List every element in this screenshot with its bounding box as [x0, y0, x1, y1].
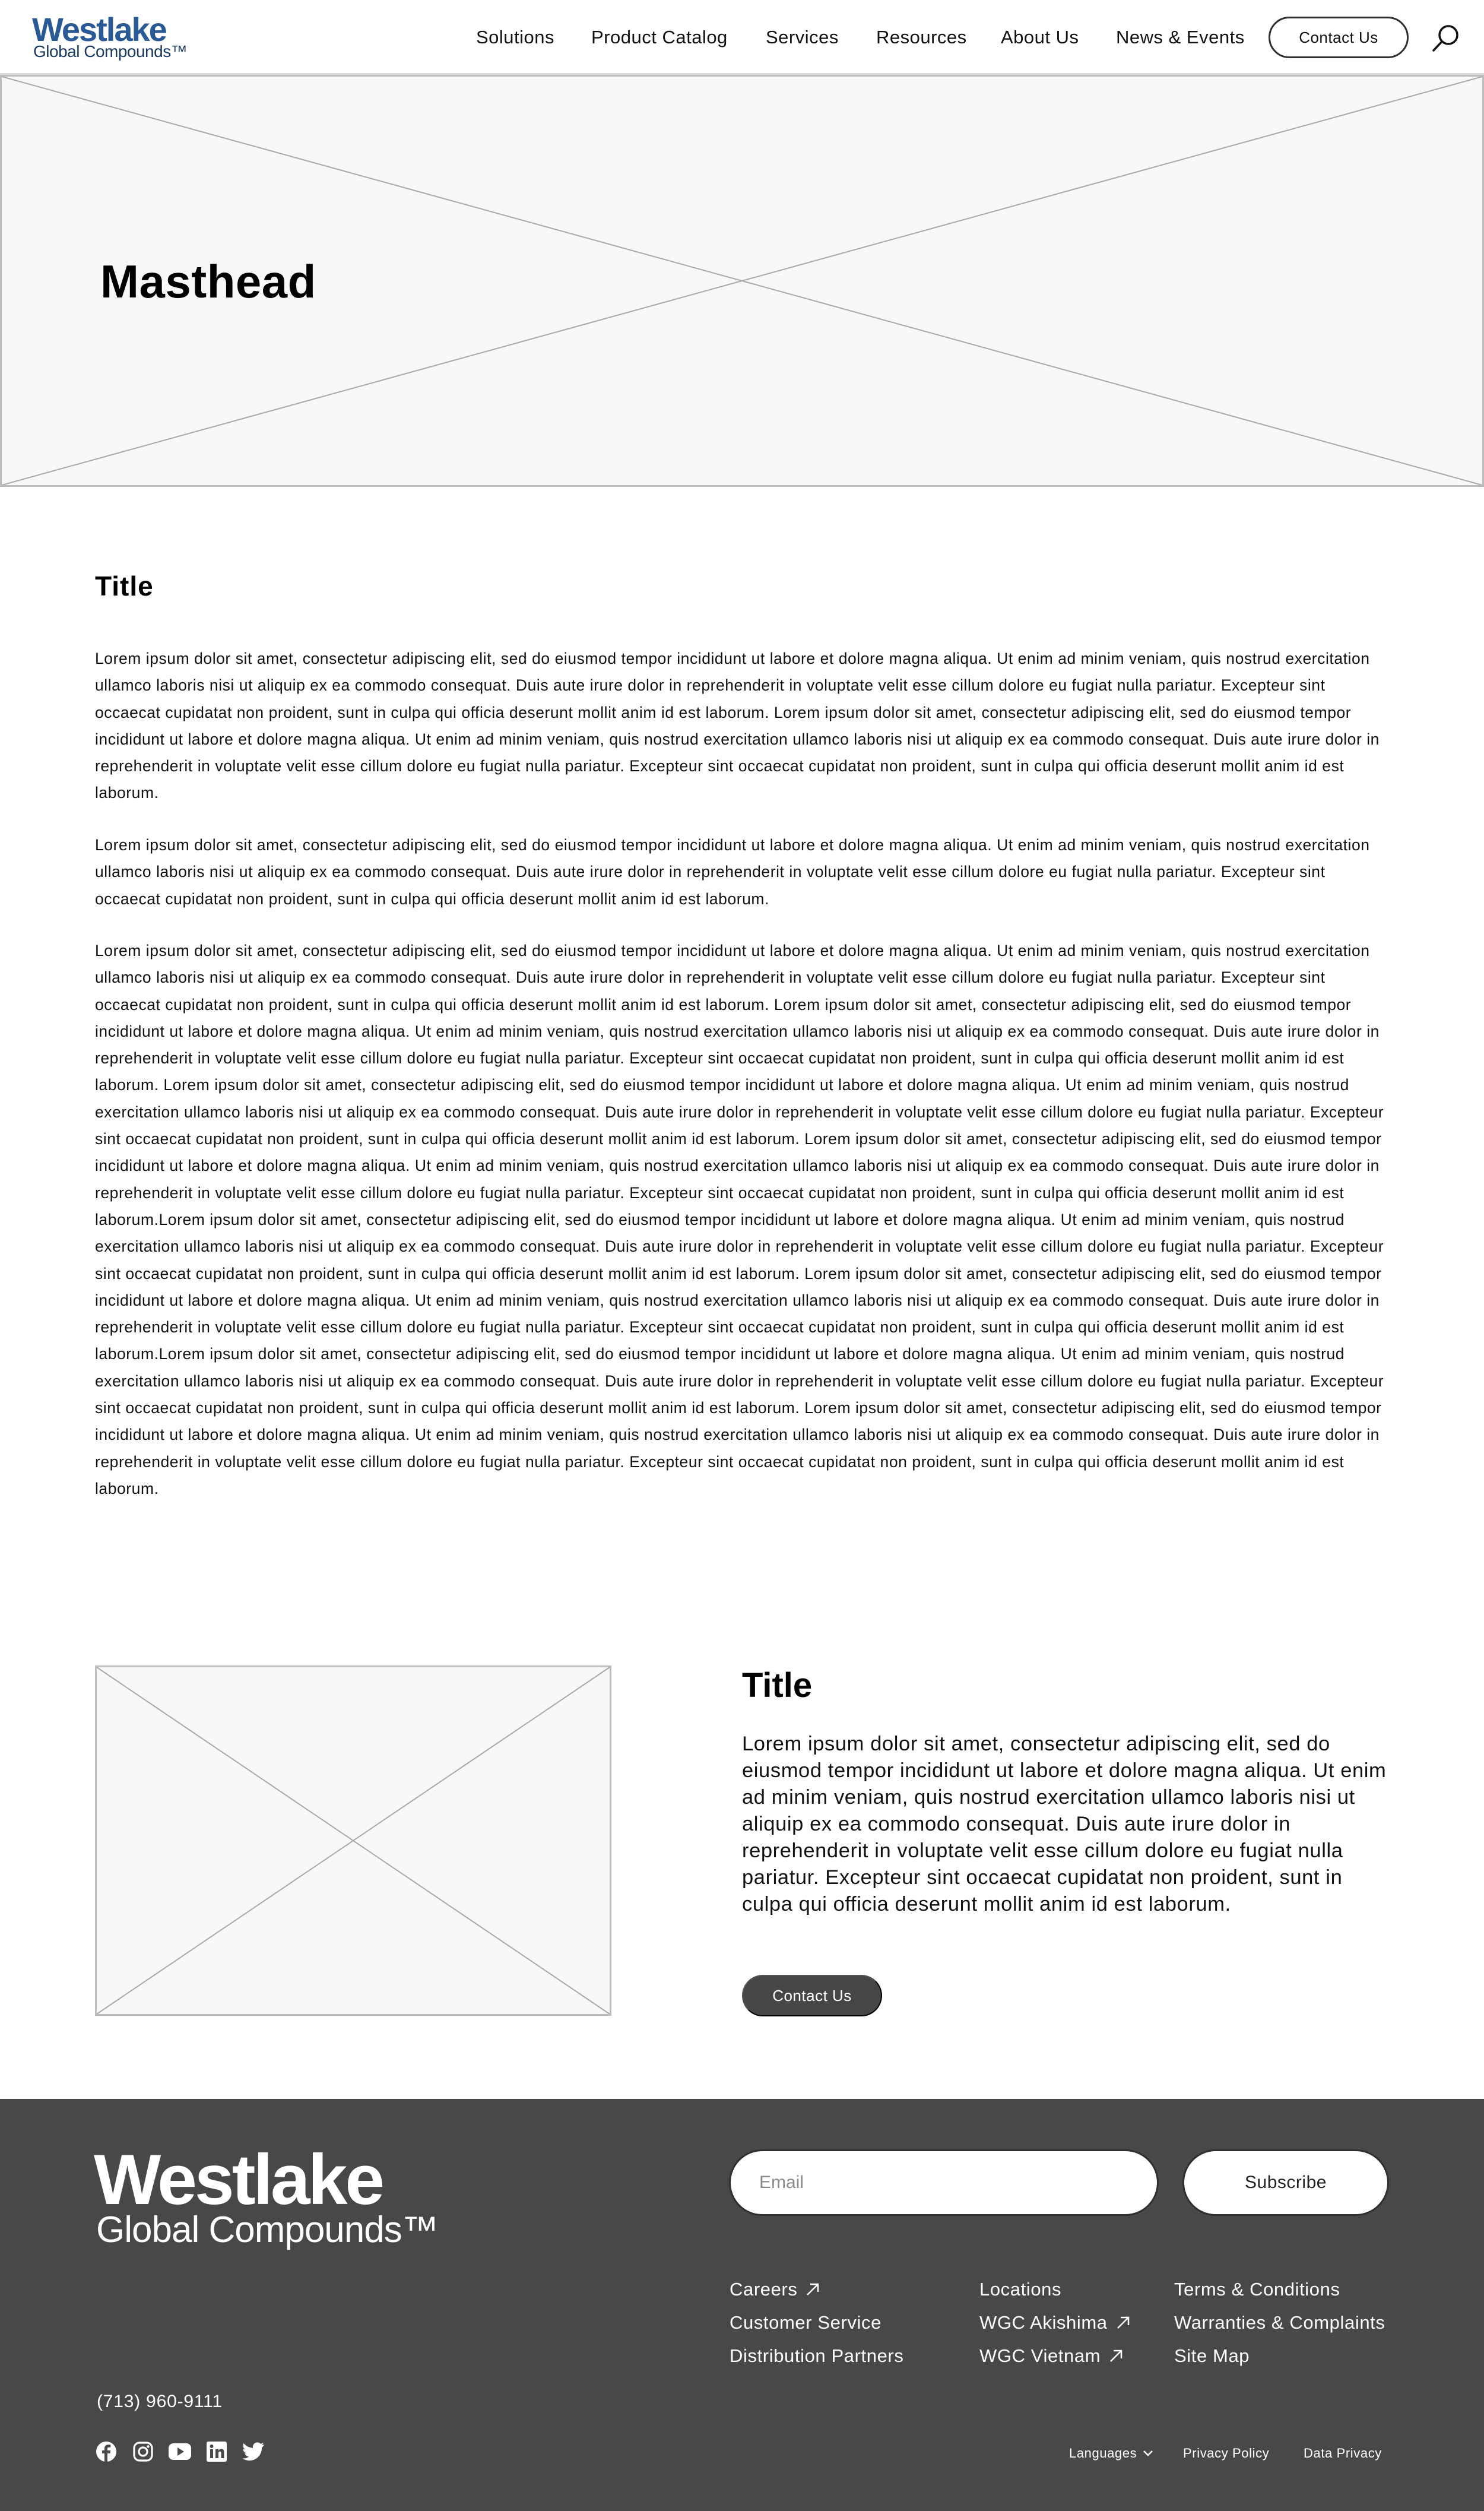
youtube-icon[interactable] — [169, 2440, 191, 2463]
masthead-image-placeholder — [0, 75, 1484, 487]
footer-phone[interactable]: (713) 960-9111 — [97, 2392, 223, 2411]
footer-link-customer-service[interactable] — [730, 2312, 881, 2333]
nav-product-catalog[interactable] — [591, 24, 728, 51]
footer-link-distribution-partners-label: Distribution Partners — [730, 2345, 904, 2366]
search-icon[interactable] — [1431, 23, 1461, 53]
external-link-arrow-icon — [806, 2282, 820, 2297]
footer-link-careers-label: Careers — [730, 2279, 798, 2300]
feature-contact-button[interactable]: Contact Us — [742, 1975, 882, 2016]
footer-link-terms-label: Terms & Conditions — [1174, 2279, 1340, 2300]
external-link-arrow-icon — [1116, 2316, 1130, 2330]
privacy-policy-link[interactable] — [1183, 2446, 1269, 2461]
nav-news-events-label: News & Events — [1116, 27, 1245, 48]
header-contact-button[interactable]: Contact Us — [1269, 17, 1409, 58]
image-placeholder-cross — [97, 1667, 610, 2014]
nav-about-us[interactable] — [1001, 24, 1079, 51]
nav-solutions-label: Solutions — [476, 27, 555, 48]
newsletter-email-input[interactable] — [729, 2149, 1159, 2216]
twitter-icon[interactable] — [242, 2440, 265, 2463]
logo-subtitle: Global Compounds™ — [33, 42, 188, 61]
nav-services[interactable] — [766, 24, 839, 51]
footer-link-wgc-akishima[interactable] — [979, 2312, 1130, 2333]
content-paragraph: Lorem ipsum dolor sit amet, consectetur adipiscing elit, sed do eiusmod tempor incididunt ut labore et dolore magna aliqua. Ut enim ad minim veniam, quis nostrud exercitation ullamco laboris nisi ut aliquip ex ea commodo consequat. Duis aute irure dolor in reprehenderit in voluptate velit esse cillum dolore eu fugiat nulla pariatur. Excepteur sint occaecat cupidatat non proident, sunt in culpa qui officia deserunt mollit anim id est laborum. Lorem ipsum dolor sit amet, consectetur adipiscing elit, sed do eiusmod tempor incididunt ut labore et dolore magna aliqua. Ut enim ad minim veniam, quis nostrud exercitation ullamco laboris nisi ut aliquip ex ea commodo consequat. Duis aute irure dolor in reprehenderit in voluptate velit esse cillum dolore eu fugiat nulla pariatur. Excepteur sint occaecat cupidatat non proident, sunt in culpa qui officia deserunt mollit anim id est laborum. Lorem ipsum dolor sit amet, consectetur adipiscing elit, sed do eiusmod tempor incididunt ut labore et dolore magna aliqua. Ut enim ad minim veniam, quis nostrud exercitation ullamco laboris nisi ut aliquip ex ea commodo consequat. Duis aute irure dolor in reprehenderit in voluptate velit esse cillum dolore eu fugiat nulla pariatur. Excepteur sint occaecat cupidatat non proident, sunt in culpa qui officia deserunt mollit anim id est laborum. Lorem ipsum dolor sit amet, consectetur adipiscing elit, sed do eiusmod tempor incididunt ut labore et dolore magna aliqua. Ut enim ad minim veniam, quis nostrud exercitation ullamco laboris nisi ut aliquip ex ea commodo consequat. Duis aute irure dolor in reprehenderit in voluptate velit esse cillum dolore eu fugiat nulla pariatur. Excepteur sint occaecat cupidatat non proident, sunt in culpa qui officia deserunt mollit anim id est laborum.Lorem ipsum dolor sit amet, consectetur adipiscing elit, sed do eiusmod tempor incididunt ut labore et dolore magna aliqua. Ut enim ad minim veniam, quis nostrud exercitation ullamco laboris nisi ut aliquip ex ea commodo consequat. Duis aute irure dolor in reprehenderit in voluptate velit esse cillum dolore eu fugiat nulla pariatur. Excepteur sint occaecat cupidatat non proident, sunt in culpa qui officia deserunt mollit anim id est laborum. Lorem ipsum dolor sit amet, consectetur adipiscing elit, sed do eiusmod tempor incididunt ut labore et dolore magna aliqua. Ut enim ad minim veniam, quis nostrud exercitation ullamco laboris nisi ut aliquip ex ea commodo consequat. Duis aute irure dolor in reprehenderit in voluptate velit esse cillum dolore eu fugiat nulla pariatur. Excepteur sint occaecat cupidatat non proident, sunt in culpa qui officia deserunt mollit anim id est laborum.Lorem ipsum dolor sit amet, consectetur adipiscing elit, sed do eiusmod tempor incididunt ut labore et dolore magna aliqua. Ut enim ad minim veniam, quis nostrud exercitation ullamco laboris nisi ut aliquip ex ea commodo consequat. Duis aute irure dolor in reprehenderit in voluptate velit esse cillum dolore eu fugiat nulla pariatur. Excepteur sint occaecat cupidatat non proident, sunt in culpa qui officia deserunt mollit anim id est laborum. Lorem ipsum dolor sit amet, consectetur adipiscing elit, sed do eiusmod tempor incididunt ut labore et dolore magna aliqua. Ut enim ad minim veniam, quis nostrud exercitation ullamco laboris nisi ut aliquip ex ea commodo consequat. Duis aute irure dolor in reprehenderit in voluptate velit esse cillum dolore eu fugiat nulla pariatur. Excepteur sint occaecat cupidatat non proident, sunt in culpa qui officia deserunt mollit anim id est laborum. — [95, 942, 1384, 1497]
privacy-policy-label: Privacy Policy — [1183, 2446, 1270, 2461]
data-privacy-label: Data Privacy — [1304, 2446, 1382, 2461]
footer-logo[interactable] — [94, 2140, 438, 2263]
nav-resources-label: Resources — [876, 27, 967, 48]
footer-link-wgc-akishima-label: WGC Akishima — [979, 2312, 1108, 2333]
content-title: Title — [95, 571, 154, 601]
footer-logo-subtitle: Global Compounds™ — [96, 2209, 438, 2250]
nav-product-catalog-label: Product Catalog — [591, 27, 728, 48]
logo-wordmark: Westlake — [32, 11, 166, 48]
chevron-down-icon — [1143, 2450, 1153, 2457]
data-privacy-link[interactable] — [1304, 2446, 1382, 2461]
nav-services-label: Services — [766, 27, 839, 48]
footer-link-warranties[interactable] — [1174, 2312, 1385, 2333]
content-paragraph: Lorem ipsum dolor sit amet, consectetur adipiscing elit, sed do eiusmod tempor incididunt ut labore et dolore magna aliqua. Ut enim ad minim veniam, quis nostrud exercitation ullamco laboris nisi ut aliquip ex ea commodo consequat. Duis aute irure dolor in reprehenderit in voluptate velit esse cillum dolore eu fugiat nulla pariatur. Excepteur sint occaecat cupidatat non proident, sunt in culpa qui officia deserunt mollit anim id est laborum. Lorem ipsum dolor sit amet, consectetur adipiscing elit, sed do eiusmod tempor incididunt ut labore et dolore magna aliqua. Ut enim ad minim veniam, quis nostrud exercitation ullamco laboris nisi ut aliquip ex ea commodo consequat. Duis aute irure dolor in reprehenderit in voluptate velit esse cillum dolore eu fugiat nulla pariatur. Excepteur sint occaecat cupidatat non proident, sunt in culpa qui officia deserunt mollit anim id est laborum. — [95, 650, 1380, 802]
footer-link-distribution-partners[interactable] — [730, 2345, 903, 2367]
feature-image-placeholder — [95, 1665, 611, 2016]
external-link-arrow-icon — [1109, 2349, 1123, 2363]
footer-link-customer-service-label: Customer Service — [730, 2312, 881, 2333]
masthead-title: Masthead — [100, 255, 316, 308]
nav-solutions[interactable] — [476, 24, 554, 51]
site-header — [0, 0, 1484, 75]
footer-link-wgc-vietnam[interactable] — [979, 2345, 1123, 2367]
instagram-icon[interactable] — [132, 2440, 154, 2463]
languages-dropdown[interactable] — [1069, 2446, 1153, 2461]
languages-label: Languages — [1069, 2446, 1137, 2461]
footer-link-site-map[interactable] — [1174, 2345, 1250, 2367]
nav-news-events[interactable] — [1116, 24, 1245, 51]
social-links — [95, 2440, 279, 2463]
footer-link-locations-label: Locations — [979, 2279, 1062, 2300]
nav-about-us-label: About Us — [1001, 27, 1079, 48]
linkedin-icon[interactable] — [205, 2440, 228, 2463]
westlake-logo[interactable] — [32, 11, 188, 61]
footer-link-warranties-label: Warranties & Complaints — [1174, 2312, 1385, 2333]
nav-resources[interactable] — [876, 24, 967, 51]
subscribe-button[interactable]: Subscribe — [1182, 2149, 1389, 2216]
feature-text: Lorem ipsum dolor sit amet, consectetur adipiscing elit, sed do eiusmod tempor incididunt ut labore et dolore magna aliqua. Ut enim ad minim veniam, quis nostrud exercitation ullamco laboris nisi ut aliquip ex ea commodo consequat. Duis aute irure dolor in reprehenderit in voluptate velit esse cillum dolore eu fugiat nulla pariatur. Excepteur sint occaecat cupidatat non proident, sunt in culpa qui officia deserunt mollit anim id est laborum. — [742, 1733, 1387, 1915]
footer-link-terms[interactable] — [1174, 2279, 1340, 2300]
footer-link-wgc-vietnam-label: WGC Vietnam — [979, 2345, 1101, 2366]
footer-link-site-map-label: Site Map — [1174, 2345, 1250, 2366]
footer-link-careers[interactable] — [730, 2279, 820, 2300]
content-paragraph: Lorem ipsum dolor sit amet, consectetur adipiscing elit, sed do eiusmod tempor incididunt ut labore et dolore magna aliqua. Ut enim ad minim veniam, quis nostrud exercitation ullamco laboris nisi ut aliquip ex ea commodo consequat. Duis aute irure dolor in reprehenderit in voluptate velit esse cillum dolore eu fugiat nulla pariatur. Excepteur sint occaecat cupidatat non proident, sunt in culpa qui officia deserunt mollit anim id est laborum. — [95, 836, 1370, 908]
footer-logo-wordmark: Westlake — [94, 2140, 383, 2219]
facebook-icon[interactable] — [95, 2440, 118, 2463]
footer-link-locations[interactable] — [979, 2279, 1061, 2300]
feature-title: Title — [742, 1666, 813, 1705]
